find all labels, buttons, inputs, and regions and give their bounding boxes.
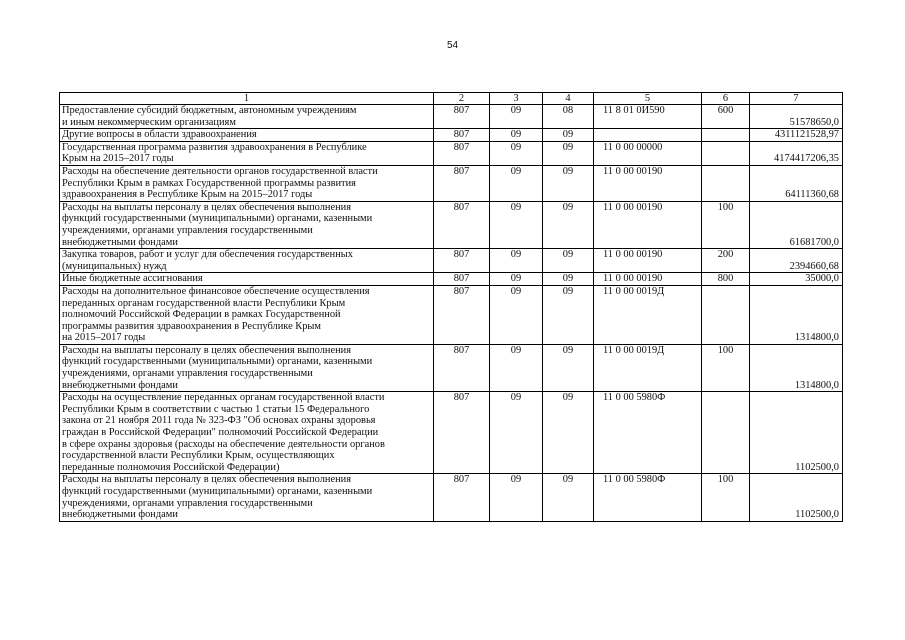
- expense-type-cell: [702, 165, 750, 201]
- subsection-code-cell: 09: [543, 285, 594, 344]
- section-code-cell: 09: [490, 285, 543, 344]
- ministry-code-cell: 807: [434, 105, 490, 129]
- section-code-cell: 09: [490, 273, 543, 286]
- subsection-code-cell: 09: [543, 392, 594, 474]
- expense-type-cell: 600: [702, 105, 750, 129]
- table-row: [60, 141, 843, 165]
- description-cell: Расходы на выплаты персоналу в целях обеспечения выполнения функций государственными (муниципальными) органами, казенными учреждениями, органами управления государственными внебюджетными фондами: [60, 474, 434, 521]
- ministry-code-cell: 807: [434, 129, 490, 142]
- description-cell: Расходы на дополнительное финансовое обеспечение осуществления переданных органам государственной власти Республики Крым полномочий Российской Федерации в рамках Государственной программы развития здравоохранения в Республике Крым на 2015–2017 годы: [60, 285, 434, 344]
- header-cell: 4: [543, 93, 594, 105]
- ministry-code-cell: 807: [434, 273, 490, 286]
- amount-cell: 35000,0: [750, 273, 843, 286]
- target-article-cell: [594, 129, 702, 142]
- subsection-code-cell: 09: [543, 249, 594, 273]
- header-cell: 7: [750, 93, 843, 105]
- section-code-cell: 09: [490, 141, 543, 165]
- target-article-cell: 11 0 00 00190: [594, 165, 702, 201]
- amount-cell: 61681700,0: [750, 201, 843, 248]
- page-number: 54: [446, 40, 459, 51]
- ministry-code-cell: 807: [434, 201, 490, 248]
- amount-cell: 64111360,68: [750, 165, 843, 201]
- amount-cell: 4311121528,97: [750, 129, 843, 142]
- table-row: [60, 249, 843, 273]
- ministry-code-cell: 807: [434, 141, 490, 165]
- header-cell: 1: [60, 93, 434, 105]
- subsection-code-cell: 09: [543, 273, 594, 286]
- budget-table: [59, 92, 843, 522]
- table-row: [60, 344, 843, 391]
- amount-cell: 1102500,0: [750, 392, 843, 474]
- ministry-code-cell: 807: [434, 344, 490, 391]
- table-row: [60, 201, 843, 248]
- amount-cell: 51578650,0: [750, 105, 843, 129]
- description-cell: Государственная программа развития здравоохранения в Республике Крым на 2015–2017 годы: [60, 141, 434, 165]
- expense-type-cell: 100: [702, 474, 750, 521]
- target-article-cell: 11 0 00 0019Д: [594, 285, 702, 344]
- amount-cell: 1314800,0: [750, 285, 843, 344]
- section-code-cell: 09: [490, 474, 543, 521]
- section-code-cell: 09: [490, 344, 543, 391]
- section-code-cell: 09: [490, 392, 543, 474]
- expense-type-cell: [702, 392, 750, 474]
- description-cell: Предоставление субсидий бюджетным, автономным учреждениям и иным некоммерческим организациям: [60, 105, 434, 129]
- table-row: [60, 165, 843, 201]
- target-article-cell: 11 0 00 0019Д: [594, 344, 702, 391]
- ministry-code-cell: 807: [434, 392, 490, 474]
- expense-type-cell: [702, 285, 750, 344]
- description-cell: Расходы на выплаты персоналу в целях обеспечения выполнения функций государственными (муниципальными) органами, казенными учреждениями, органами управления государственными внебюджетными фондами: [60, 201, 434, 248]
- description-cell: Расходы на обеспечение деятельности органов государственной власти Республики Крым в рамках Государственной программы развития здравоохранения в Республике Крым на 2015–2017 годы: [60, 165, 434, 201]
- table-row: [60, 285, 843, 344]
- ministry-code-cell: 807: [434, 165, 490, 201]
- target-article-cell: 11 0 00 00000: [594, 141, 702, 165]
- table-header-row: [60, 93, 843, 105]
- expense-type-cell: 100: [702, 344, 750, 391]
- header-cell: 3: [490, 93, 543, 105]
- subsection-code-cell: 09: [543, 165, 594, 201]
- section-code-cell: 09: [490, 129, 543, 142]
- header-cell: 2: [434, 93, 490, 105]
- header-cell: 6: [702, 93, 750, 105]
- description-cell: Другие вопросы в области здравоохранения: [60, 129, 434, 142]
- expense-type-cell: 200: [702, 249, 750, 273]
- table-row: [60, 273, 843, 286]
- header-cell: 5: [594, 93, 702, 105]
- ministry-code-cell: 807: [434, 285, 490, 344]
- section-code-cell: 09: [490, 165, 543, 201]
- subsection-code-cell: 09: [543, 201, 594, 248]
- description-cell: Расходы на выплаты персоналу в целях обеспечения выполнения функций государственными (муниципальными) органами, казенными учреждениями, органами управления государственными внебюджетными фондами: [60, 344, 434, 391]
- ministry-code-cell: 807: [434, 474, 490, 521]
- expense-type-cell: [702, 141, 750, 165]
- subsection-code-cell: 08: [543, 105, 594, 129]
- amount-cell: 1102500,0: [750, 474, 843, 521]
- section-code-cell: 09: [490, 201, 543, 248]
- expense-type-cell: 800: [702, 273, 750, 286]
- table-row: [60, 129, 843, 142]
- subsection-code-cell: 09: [543, 141, 594, 165]
- section-code-cell: 09: [490, 105, 543, 129]
- description-cell: Закупка товаров, работ и услуг для обеспечения государственных (муниципальных) нужд: [60, 249, 434, 273]
- subsection-code-cell: 09: [543, 474, 594, 521]
- subsection-code-cell: 09: [543, 129, 594, 142]
- target-article-cell: 11 0 00 5980Ф: [594, 474, 702, 521]
- table-row: [60, 105, 843, 129]
- expense-type-cell: [702, 129, 750, 142]
- subsection-code-cell: 09: [543, 344, 594, 391]
- description-cell: Расходы на осуществление переданных органам государственной власти Республики Крым в соответствии с частью 1 статьи 15 Федерального закона от 21 ноября 2011 года № 323-ФЗ "Об основах охраны здоровья граждан в Российской Федерации" полномочий Российской Федерации в сфере охраны здоровья (расходы на обеспечение деятельности органов государственной власти Республики Крым, осуществляющих переданные полномочия Российской Федерации): [60, 392, 434, 474]
- target-article-cell: 11 0 00 5980Ф: [594, 392, 702, 474]
- expense-type-cell: 100: [702, 201, 750, 248]
- description-cell: Иные бюджетные ассигнования: [60, 273, 434, 286]
- section-code-cell: 09: [490, 249, 543, 273]
- table-row: [60, 392, 843, 474]
- amount-cell: 2394660,68: [750, 249, 843, 273]
- target-article-cell: 11 0 00 00190: [594, 249, 702, 273]
- amount-cell: 4174417206,35: [750, 141, 843, 165]
- table-row: [60, 474, 843, 521]
- target-article-cell: 11 8 01 0И590: [594, 105, 702, 129]
- target-article-cell: 11 0 00 00190: [594, 201, 702, 248]
- amount-cell: 1314800,0: [750, 344, 843, 391]
- ministry-code-cell: 807: [434, 249, 490, 273]
- target-article-cell: 11 0 00 00190: [594, 273, 702, 286]
